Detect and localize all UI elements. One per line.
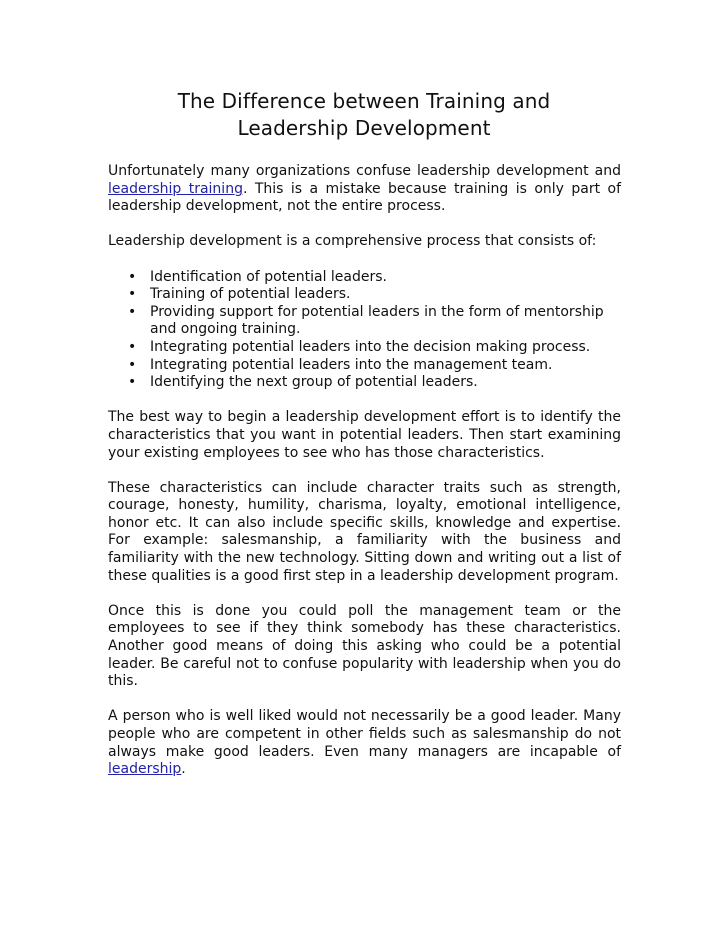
document-title [108, 88, 620, 142]
list-item-text: Integrating potential leaders into the management team. [150, 356, 553, 373]
list-item [108, 286, 621, 304]
list-item-text: Providing support for potential leaders in the form of mentorship and ongoing training. [150, 303, 604, 338]
leadership-link[interactable]: leadership [108, 761, 182, 778]
list-item [108, 269, 621, 287]
paragraph-well-liked-text-start: A person who is well liked would not necessarily be a good leader. Many people who are competent in other fields such as salesmanship do not always make good leaders. Even many managers are incapable of [108, 708, 621, 760]
paragraph-well-liked-text-end: . [181, 761, 186, 778]
leadership-training-link[interactable]: leadership training [108, 180, 243, 197]
list-item-text: Identification of potential leaders. [150, 268, 387, 285]
bullet-icon: • [128, 268, 137, 285]
document-body [108, 163, 621, 796]
list-item [108, 357, 621, 375]
list-item [108, 339, 621, 357]
paragraph-intro-text-start: Unfortunately many organizations confuse leadership development and [108, 163, 621, 179]
paragraph-process: Leadership development is a comprehensive process that consists of: [108, 233, 597, 250]
list-item-text: Training of potential leaders. [150, 286, 351, 303]
list-item-text: Integrating potential leaders into the decision making process. [150, 338, 591, 355]
paragraph-characteristics: These characteristics can include character traits such as strength, courage, honesty, humility, charisma, loyalty, emotional intelligence, honor etc. It can also include specific skills, knowledge and expertise. For example: salesmanship, a familiarity with the business and familiarity with the new technology. Sitting down and writing out a list of these qualities is a good first step in a leadership development program. [108, 479, 621, 584]
title-line-2: Leadership Development [237, 116, 491, 140]
bullet-list [108, 269, 621, 392]
bullet-icon: • [128, 303, 137, 320]
paragraph-intro [108, 163, 621, 216]
paragraph-intro-text-end: . This is a mistake because training is only part of leadership development, not the entire process. [108, 180, 621, 215]
bullet-icon: • [128, 374, 137, 391]
paragraph-poll: Once this is done you could poll the management team or the employees to see if they think somebody has these characteristics. Another good means of doing this asking who could be a potential leader. Be careful not to confuse popularity with leadership when you do this. [108, 602, 621, 690]
bullet-icon: • [128, 338, 137, 355]
list-item-text: Identifying the next group of potential leaders. [150, 374, 478, 391]
paragraph-well-liked [108, 708, 621, 778]
bullet-icon: • [128, 286, 137, 303]
title-line-1: The Difference between Training and [177, 89, 551, 113]
list-item [108, 304, 621, 339]
bullet-icon: • [128, 356, 137, 373]
paragraph-begin: The best way to begin a leadership development effort is to identify the characteristics that you want in potential leaders. Then start examining your existing employees to see who has those characteristics. [108, 409, 621, 461]
list-item [108, 374, 621, 392]
